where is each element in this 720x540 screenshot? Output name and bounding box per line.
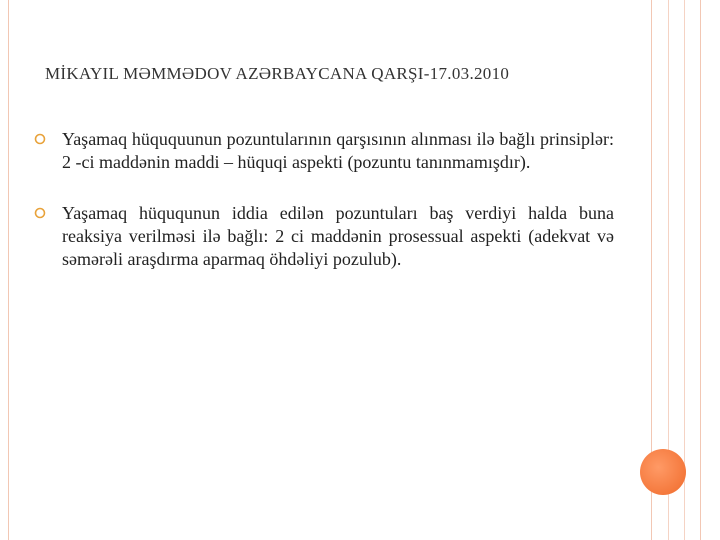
right-frame-line-2 (684, 0, 685, 540)
bullet-text: Yaşamaq hüququnun iddia edilən pozuntuları baş verdiyi halda buna reaksiya verilməsi ilə bağlı: 2 ci maddənin prosessual aspekti (adekvat və səmərəli araşdırma aparmaq öhdəliyi pozulub). (62, 203, 614, 269)
orange-circle-icon (640, 449, 686, 495)
bullet-list (34, 128, 616, 299)
ring-bullet-icon (34, 133, 46, 145)
slide-title: MİKAYIL MƏMMƏDOV AZƏRBAYCANA QARŞI-17.03.2010 (45, 64, 510, 83)
bullet-text: Yaşamaq hüququunun pozuntularının qarşısının alınması ilə bağlı prinsiplər: 2 -ci maddənin maddi – hüquqi aspekti (pozuntu tanınmamışdır). (62, 129, 614, 172)
bullet-item (34, 128, 616, 174)
left-frame-line (8, 0, 9, 540)
bullet-item (34, 202, 616, 271)
ring-bullet-icon (34, 207, 46, 219)
